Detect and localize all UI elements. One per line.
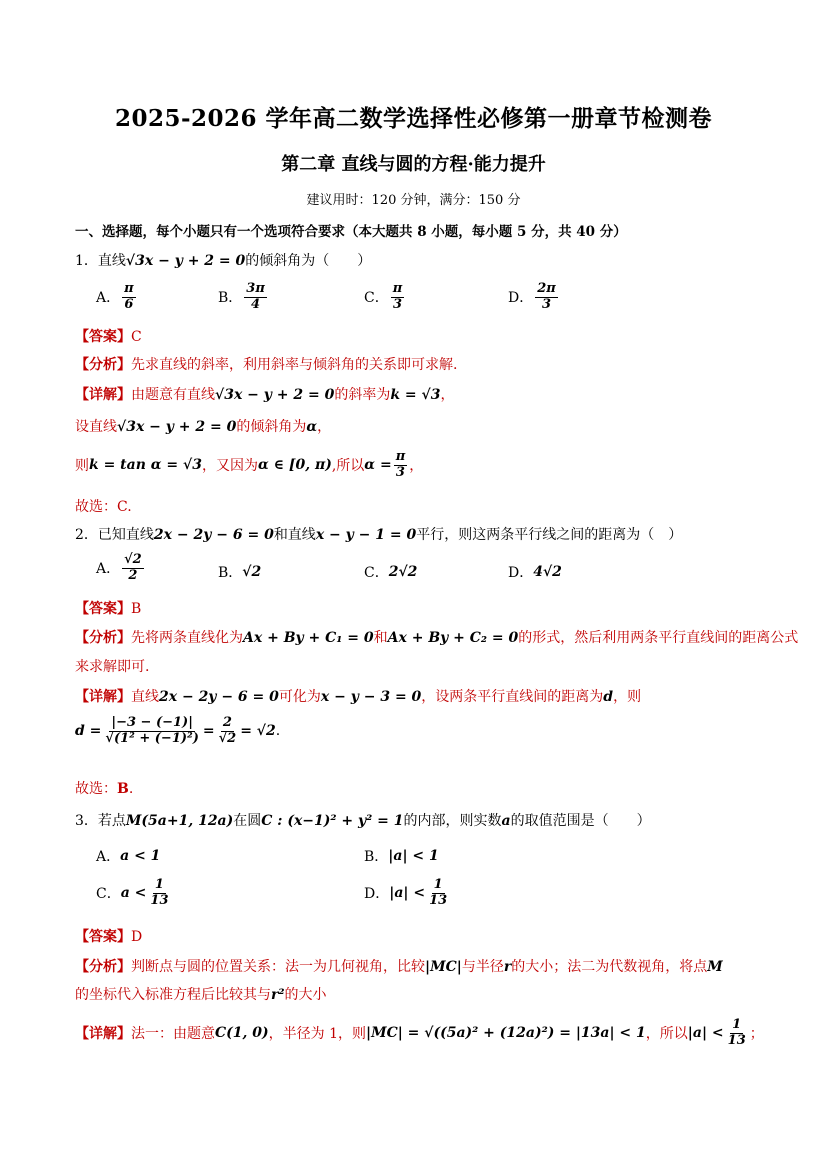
q1-option-a: A． $\frac{\pi}{6}$ — [96, 281, 134, 312]
exam-title: 2025-2026 学年高二数学选择性必修第一册章节检测卷 — [114, 105, 713, 132]
q3-option-c: C． a < $\frac{1}{13}$ — [96, 877, 169, 908]
q1-option-d: D． $\frac{2\pi}{3}$ — [508, 281, 556, 312]
q2-answer: 【答案】B — [75, 601, 142, 617]
q2-stem: 2．已知直线2x − 2y − 6 = 0和直线x − y − 1 = 0平行，则这两条平行线之间的距离为（ ） — [75, 527, 683, 543]
q2-detail: 【详解】直线2x − 2y − 6 = 0可化为x − y − 3 = 0，设两条平行直线间的距离为d，则 — [75, 689, 642, 705]
q1-detail: 【详解】由题意有直线√3x − y + 2 = 0的斜率为k = √3， — [75, 387, 455, 403]
q3-option-d: D． |a| < $\frac{1}{13}$ — [364, 877, 448, 908]
time-info: 建议用时：120 分钟，满分：150 分 — [306, 193, 521, 208]
q2-choose: 故选：B. — [75, 781, 134, 797]
chapter-subtitle: 第二章 直线与圆的方程·能力提升 — [281, 154, 546, 175]
q1-answer: 【答案】C — [75, 329, 142, 345]
q2-analysis-cont: 来求解即可. — [75, 659, 150, 675]
q1-detail-then: 则 k = tan α = √3 ，又因为 α ∈ [0, π) ,所以 α = $\frac{\pi}{3}$ ， — [75, 449, 424, 480]
section-heading: 一、选择题，每个小题只有一个选项符合要求（本大题共 8 小题，每小题 5 分，共 40 分） — [75, 224, 627, 240]
q1-stem: 1．直线√3x − y + 2 = 0的倾斜角为（ ） — [75, 253, 372, 269]
q2-option-b: B． √2 — [218, 564, 262, 581]
q1-analysis: 【分析】先求直线的斜率，利用斜率与倾斜角的关系即可求解. — [75, 357, 458, 373]
q1-option-b: B． $\frac{3\pi}{4}$ — [218, 281, 265, 312]
q3-detail: 【详解】 法一：由题意 C(1, 0) ，半径为 1，则 |MC| = √((5a)² + (12a)²) = |13a| < 1 ，所以 |a| < $\frac{1}{13}$ ； — [75, 1017, 764, 1048]
q3-option-a: A． a < 1 — [96, 848, 161, 865]
q1-option-c: C． $\frac{\pi}{3}$ — [364, 281, 403, 312]
q2-option-a: A． $\frac{√2}{2}$ — [96, 552, 142, 583]
q2-distance-formula: d = $\frac{|-3 - (-1)|}{\text{√(1² + (−1)²)}}$ = $\frac{2}{√2}$ = √2 . — [75, 715, 281, 746]
q3-answer: 【答案】D — [75, 929, 143, 945]
q3-analysis: 【分析】判断点与圆的位置关系：法一为几何视角，比较|MC|与半径r的大小；法二为代数视角，将点M — [75, 959, 723, 975]
q3-option-b: B． |a| < 1 — [364, 848, 439, 865]
q2-option-c: C． 2√2 — [364, 564, 418, 581]
q1-detail-set: 设直线√3x − y + 2 = 0的倾斜角为α， — [75, 419, 332, 435]
q1-equation: √3x − y + 2 = 0 — [125, 253, 246, 269]
q3-stem: 3．若点M(5a+1, 12a)在圆C : (x−1)² + y² = 1的内部，则实数a的取值范围是（ ） — [75, 813, 651, 829]
q1-choose: 故选：C. — [75, 499, 132, 515]
q3-analysis-cont: 的坐标代入标准方程后比较其与r²的大小 — [75, 987, 327, 1003]
q2-analysis: 【分析】先将两条直线化为Ax + By + C₁ = 0和Ax + By + C₂ = 0的形式，然后利用两条平行直线间的距离公式 — [75, 630, 799, 646]
q2-option-d: D． 4√2 — [508, 564, 562, 581]
